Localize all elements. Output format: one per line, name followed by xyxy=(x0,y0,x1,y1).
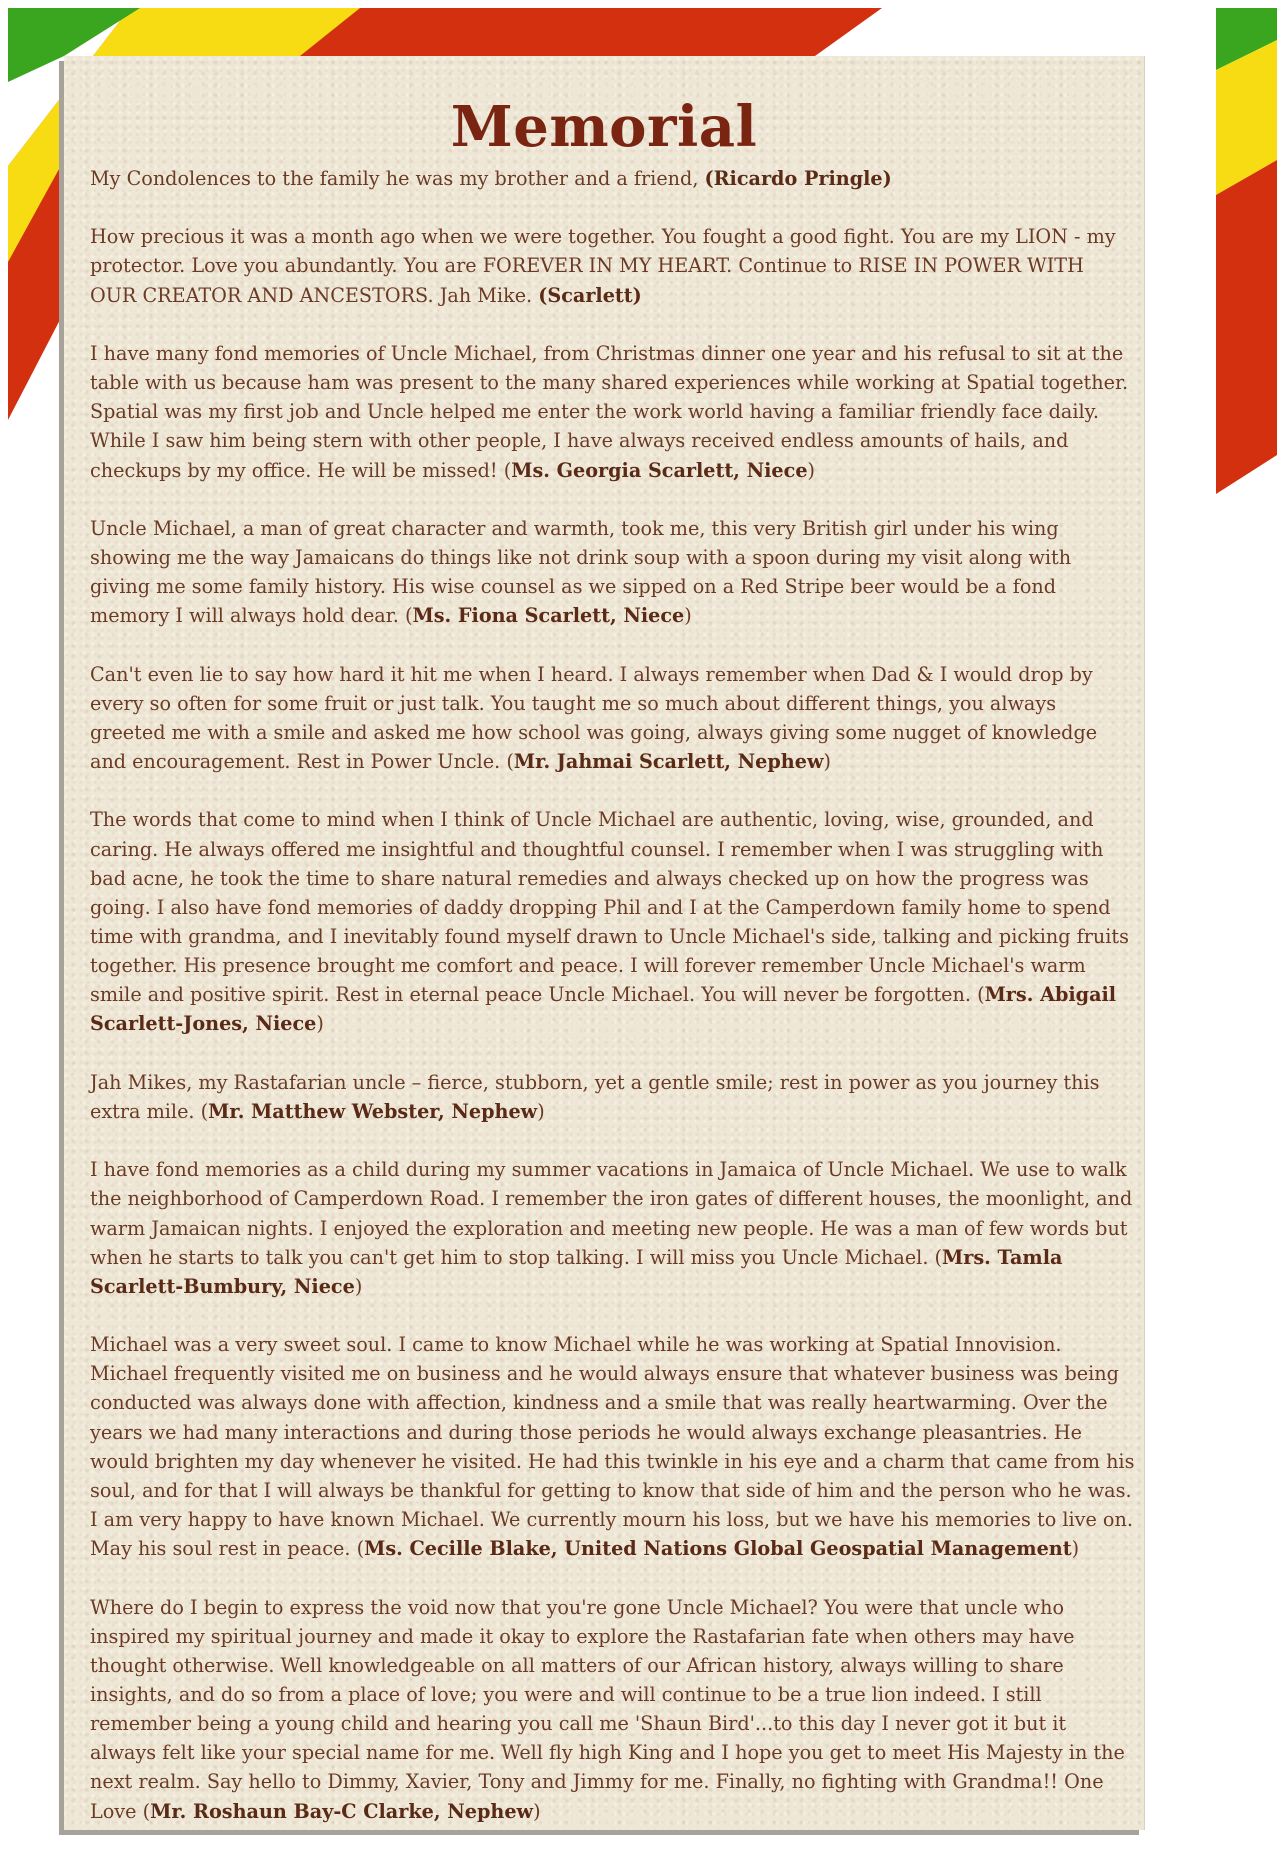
tribute-signature: Ms. Cecille Blake, United Nations Global Geospatial Management xyxy=(364,1537,1072,1561)
tribute-paragraph xyxy=(90,514,1135,631)
tribute-paragraph xyxy=(90,1155,1135,1301)
tributes-list xyxy=(90,164,1135,1855)
tribute-text: How precious it was a month ago when we were together. You fought a good fight. You are my LION - my protector. Love you abundantly. You are FOREVER IN MY HEART. Continue to RISE IN POWER WITH OUR CREATOR AND ANCESTORS. Jah Mike. xyxy=(90,225,1116,307)
tribute-text: Can't even lie to say how hard it hit me when I heard. I always remember when Dad & I would drop by every so often for some fruit or just talk. You taught me so much about different things, you always greeted me with a smile and asked me how school was going, always giving some nugget of knowledge and encouragement. Rest in Power Uncle. ( xyxy=(90,662,1098,774)
tribute-closing: ) xyxy=(537,1099,545,1123)
tribute-paragraph xyxy=(90,164,1135,193)
tribute-paragraph xyxy=(90,1330,1135,1563)
tribute-paragraph xyxy=(90,222,1135,309)
tribute-signature: Mrs. Abigail Scarlett-Jones, Niece xyxy=(90,983,1117,1036)
tribute-signature: Mr. Roshaun Bay-C Clarke, Nephew xyxy=(150,1799,534,1823)
tribute-closing: ) xyxy=(684,604,692,628)
tribute-text: Michael was a very sweet soul. I came to know Michael while he was working at Spatial Innovision. Michael frequently visited me on business and he would always ensure that whatever business was being conducted was always done with affection, kindness and a smile that was really heartwarming. Over the years we had many interactions and during those periods he would always exchange pleasantries. He would brighten my day whenever he visited. He had this twinkle in his eye and a charm that came from his soul, and for that I will always be thankful for getting to know that side of him and the person who he was. I am very happy to have known Michael. We currently mourn his loss, but we have his memories to live on. May his soul rest in peace. ( xyxy=(90,1333,1135,1561)
tribute-signature: Mr. Jahmai Scarlett, Nephew xyxy=(513,750,824,774)
tribute-text: Jah Mikes, my Rastafarian uncle – fierce, stubborn, yet a gentle smile; rest in power as you journey this extra mile. ( xyxy=(90,1070,1100,1123)
tribute-closing: ) xyxy=(354,1274,363,1298)
tribute-text: My Condolences to the family he was my brother and a friend, xyxy=(90,167,705,190)
tribute-text: Where do I begin to express the void now that you're gone Uncle Michael? You were that uncle who inspired my spiritual journey and made it okay to explore the Rastafarian fate when others may have thought otherwise. Well knowledgeable on all matters of our African history, always willing to share insights, and do so from a place of love; you were and will continue to be a true lion indeed. I still remember being a young child and hearing you call me 'Shaun Bird'...to this day I never got it but it always felt like your special name for me. Well fly high King and I hope you get to meet His Majesty in the next realm. Say hello to Dimmy, Xavier, Tony and Jimmy for me. Finally, no fighting with Grandma!! One Love ( xyxy=(90,1595,1125,1823)
tribute-signature: Mrs. Tamla Scarlett-Bumbury, Niece xyxy=(90,1245,1063,1298)
right-edge-color-bands xyxy=(1212,0,1277,520)
tribute-paragraph xyxy=(90,660,1135,777)
right-red-band xyxy=(1216,160,1277,494)
tribute-text: I have many fond memories of Uncle Michael, from Christmas dinner one year and his refusal to sit at the table with us because ham was present to the many shared experiences while working at Spatial together. Spatial was my first job and Uncle helped me enter the work world having a familiar friendly face daily. While I saw him being stern with other people, I have always received endless amounts of hails, and checkups by my office. He will be missed! ( xyxy=(90,341,1129,482)
tribute-text: Uncle Michael, a man of great character and warmth, took me, this very British girl under his wing showing me the way Jamaicans do things like not drink soup with a spoon during my visit along with giving me some family history. His wise counsel as we sipped on a Red Stripe beer would be a fond memory I will always hold dear. ( xyxy=(90,516,1072,628)
tribute-signature: Mr. Matthew Webster, Nephew xyxy=(208,1099,538,1123)
tribute-paragraph xyxy=(90,1068,1135,1126)
tribute-closing: ) xyxy=(1071,1537,1080,1561)
tribute-text: I have fond memories as a child during my summer vacations in Jamaica of Uncle Michael. We use to walk the neighborhood of Camperdown Road. I remember the iron gates of different houses, the moonlight, and warm Jamaican nights. I enjoyed the exploration and meeting new people. He was a man of few words but when he starts to talk you can't get him to stop talking. I will miss you Uncle Michael. ( xyxy=(90,1158,1133,1269)
tribute-closing: ) xyxy=(316,1012,324,1036)
tribute-closing: ) xyxy=(807,458,816,482)
tribute-signature: (Ricardo Pringle) xyxy=(704,167,892,190)
tribute-closing: ) xyxy=(533,1799,541,1823)
tribute-signature: Ms. Fiona Scarlett, Niece xyxy=(412,604,685,628)
tribute-signature: Ms. Georgia Scarlett, Niece xyxy=(511,458,808,482)
tribute-closing: ) xyxy=(823,750,831,774)
tribute-signature: (Scarlett) xyxy=(538,283,642,307)
tribute-paragraph xyxy=(90,1593,1135,1826)
tribute-text: The words that come to mind when I think of Uncle Michael are authentic, loving, wise, grounded, and caring. He always offered me insightful and thoughtful counsel. I remember when I was struggling with bad acne, he took the time to share natural remedies and always checked up on how the progress was going. I also have fond memories of daddy dropping Phil and I at the Camperdown family home to spend time with grandma, and I inevitably found myself drawn to Uncle Michael's side, talking and picking fruits together. His presence brought me comfort and peace. I will forever remember Uncle Michael's warm smile and positive spirit. Rest in eternal peace Uncle Michael. You will never be forgotten. ( xyxy=(90,808,1129,1007)
page-title: Memorial xyxy=(450,94,758,160)
memorial-parchment-panel xyxy=(64,56,1144,1830)
tribute-paragraph xyxy=(90,339,1135,485)
tribute-paragraph xyxy=(90,805,1135,1038)
